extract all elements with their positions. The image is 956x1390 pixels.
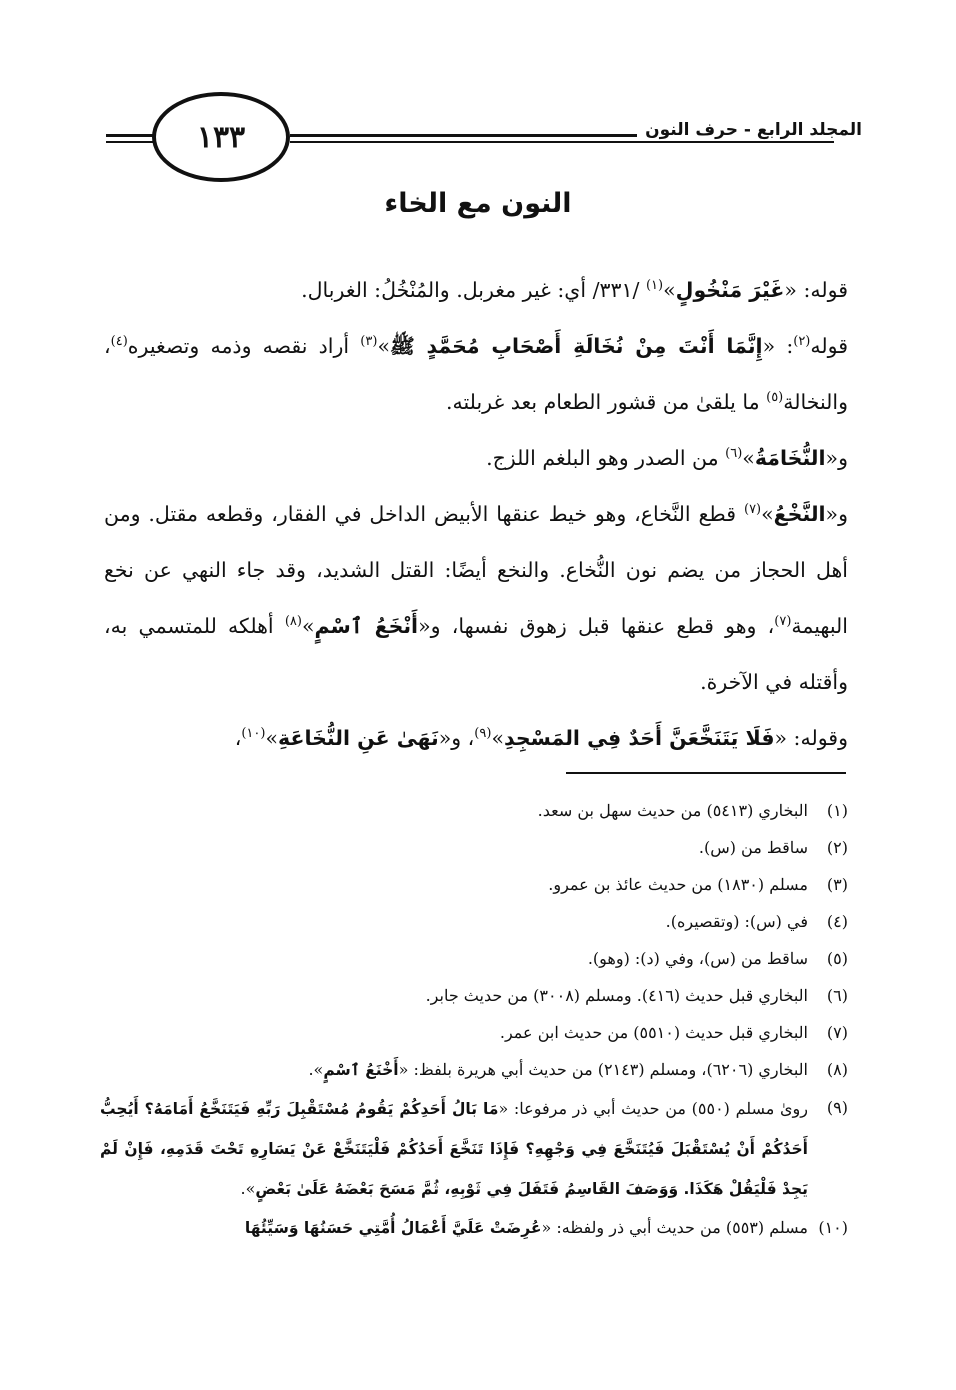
text-run: ، والنخالة <box>104 334 848 414</box>
running-title: المجلد الرابع - حرف النون <box>637 120 870 140</box>
footnote-number: (٣) <box>826 875 848 894</box>
text-run: و« <box>825 446 848 470</box>
text-run: » <box>265 726 279 750</box>
footnote <box>100 829 848 866</box>
text-run: » <box>761 502 774 526</box>
paragraph <box>104 710 848 766</box>
text-run: : « <box>762 334 794 358</box>
footnote-text: في (س): (وتقصيره). <box>665 912 808 931</box>
footnote <box>100 866 848 903</box>
text-run: مسلم (٥٥٣) من حديث أبي ذر ولفظه: « <box>541 1218 808 1237</box>
footnote-ref[interactable]: (٥) <box>766 390 784 406</box>
text-run: قوله <box>810 334 849 358</box>
footnote-text <box>100 1089 808 1209</box>
text-run: و« <box>825 502 848 526</box>
text-run: البخاري (٦٢٠٦)، ومسلم (٢١٤٣) من حديث أبي هريرة بلفظ: « <box>398 1060 808 1079</box>
text-run: ، وهو قطع عنقها قبل زهوق نفسها، و« <box>418 614 775 638</box>
quoted-phrase: النَّخْعُ <box>773 502 826 526</box>
quoted-phrase: غَيْرَ مَنْخُولٍ <box>675 278 785 302</box>
quoted-phrase: عُرِضَتْ عَلَيَّ أَعْمَالُ أُمَّتِي حَسَنُهَا وَسَيِّئُهَا <box>244 1219 542 1237</box>
footnote-text <box>100 1209 808 1247</box>
text-run: ، <box>234 726 242 750</box>
footnote-separator <box>566 772 846 774</box>
text-run: أهلكه للمتسمي به، وأقتله في الآخرة. <box>104 614 848 694</box>
text-run: قوله: « <box>784 278 848 302</box>
footnote-ref[interactable]: (٢) <box>793 334 811 350</box>
text-run: وقوله: « <box>774 726 848 750</box>
text-run: ». <box>240 1179 256 1198</box>
footnote <box>100 1014 848 1051</box>
footnote-number: (٩) <box>826 1098 848 1117</box>
footnote <box>100 1051 848 1089</box>
footnote-number: (٧) <box>826 1023 848 1042</box>
paragraph <box>104 430 848 486</box>
footnote-number: (١٠) <box>818 1218 848 1237</box>
page-header <box>100 92 862 182</box>
text-run: ، و« <box>438 726 475 750</box>
quoted-phrase: مَا بَالُ أَحَدِكُمْ يَقُومُ مُسْتَقْبِلَ رَبِّهِ فَيَتَنَخَّعُ أَمَامَهُ؟ أَيُحِبُّ أَحَدُكُمْ أَنْ يُسْتَقْبَلَ فَيُتَنَخَّعَ فِي وَجْهِهِ؟ فَإِذَا تَنَخَّعَ أَحَدُكُمْ فَلْيَتَنَخَّعْ عَنْ يَسَارِهِ تَحْتَ قَدَمِهِ، فَإِنْ لَمْ يَجِدْ فَلْيَقُلْ هَكَذَا. وَوَصَفَ القَاسِمُ فَتَفَلَ فِي ثَوْبِهِ، ثُمَّ مَسَحَ بَعْضَهُ عَلَىٰ بَعْضٍ <box>100 1100 808 1198</box>
text-run: ». <box>308 1060 324 1079</box>
footnote-text <box>100 1051 808 1089</box>
text-run: قطع النَّخاع، وهو خيط عنقها الأبيض الداخل في الفقار، وقطعه مقتل. ومن أهل الحجاز من يضم نون النُّخاع. والنخع أيضًا: القتل الشديد، وقد جاء النهي عن نخع البهيمة <box>104 502 848 638</box>
footnote-text: البخاري (٥٤١٣) من حديث سهل بن سعد. <box>537 801 808 820</box>
quoted-phrase: فَلَا يَتَنَخَّعَنَّ أَحَدٌ فِي المَسْجِدِ <box>503 726 775 750</box>
quoted-phrase: إِنَّمَا أَنْتَ مِنْ نُخَالَةِ أَصْحَابِ مُحَمَّدٍ ﷺ <box>389 334 763 358</box>
paragraph <box>104 486 848 710</box>
footnote-number: (١) <box>826 801 848 820</box>
text-run: /٣٣١/ أي: غير مغربل. والمُنْخُلُ: الغربال. <box>301 278 646 302</box>
footnote-ref[interactable]: (٩) <box>474 726 492 742</box>
footnote <box>100 1209 848 1247</box>
footnote <box>100 1089 848 1209</box>
text-run: » <box>301 614 315 638</box>
quoted-phrase: أَنْخَعُ ٱسْمٍ <box>314 614 419 638</box>
page-number: ١٣٣ <box>196 119 246 155</box>
text-run: » <box>377 334 390 358</box>
text-run: روىٰ مسلم (٥٥٠) من حديث أبي ذر مرفوعا: « <box>498 1099 808 1118</box>
footnote <box>100 792 848 829</box>
footnote-number: (٢) <box>826 838 848 857</box>
text-run: » <box>491 726 504 750</box>
footnote-text: مسلم (١٨٣٠) من حديث عائذ بن عمرو. <box>548 875 808 894</box>
footnotes <box>100 792 848 1247</box>
page-number-badge <box>152 92 290 182</box>
footnote-text: ساقط من (س). <box>698 838 808 857</box>
footnote-text: البخاري قبل حديث (٤١٦). ومسلم (٣٠٠٨) من حديث جابر. <box>425 986 808 1005</box>
footnote-ref[interactable]: (٧) <box>774 614 792 630</box>
footnote-number: (٥) <box>826 949 848 968</box>
quoted-phrase: نَهَىٰ عَنِ النُّخَاعَةِ <box>278 726 439 750</box>
footnote-ref[interactable]: (١) <box>645 278 664 294</box>
quoted-phrase: النُّخَامَةُ <box>754 446 826 470</box>
text-run: ما يلقىٰ من قشور الطعام بعد غربلته. <box>445 390 767 414</box>
text-run: من الصدر وهو البلغم اللزج. <box>486 446 726 470</box>
text-run: » <box>663 278 676 302</box>
section-title: النون مع الخاء <box>384 188 572 219</box>
footnote-number: (٤) <box>826 912 848 931</box>
footnote-ref[interactable]: (٤) <box>110 334 128 350</box>
text-run: » <box>742 446 755 470</box>
footnote-ref[interactable]: (٦) <box>725 446 743 462</box>
text-run: أراد نقصه وذمه وتصغيره <box>127 334 361 358</box>
paragraph <box>104 262 848 318</box>
main-text <box>104 262 848 766</box>
paragraph <box>104 318 848 430</box>
footnote <box>100 940 848 977</box>
footnote-number: (٨) <box>826 1060 848 1079</box>
footnote-ref[interactable]: (٣) <box>360 334 378 350</box>
footnote <box>100 903 848 940</box>
footnote-text: البخاري قبل حديث (٥٥١٠) من حديث ابن عمر. <box>499 1023 808 1042</box>
footnote-ref[interactable]: (٧) <box>743 502 762 518</box>
footnote-ref[interactable]: (١٠) <box>241 726 266 742</box>
footnote <box>100 977 848 1014</box>
footnote-number: (٦) <box>826 986 848 1005</box>
footnote-ref[interactable]: (٨) <box>284 614 302 630</box>
quoted-phrase: أَخْنَعُ ٱسْمٍ <box>323 1061 399 1079</box>
header-rule <box>290 141 834 143</box>
footnote-text: ساقط من (س)، وفي (د): (وهو). <box>587 949 808 968</box>
